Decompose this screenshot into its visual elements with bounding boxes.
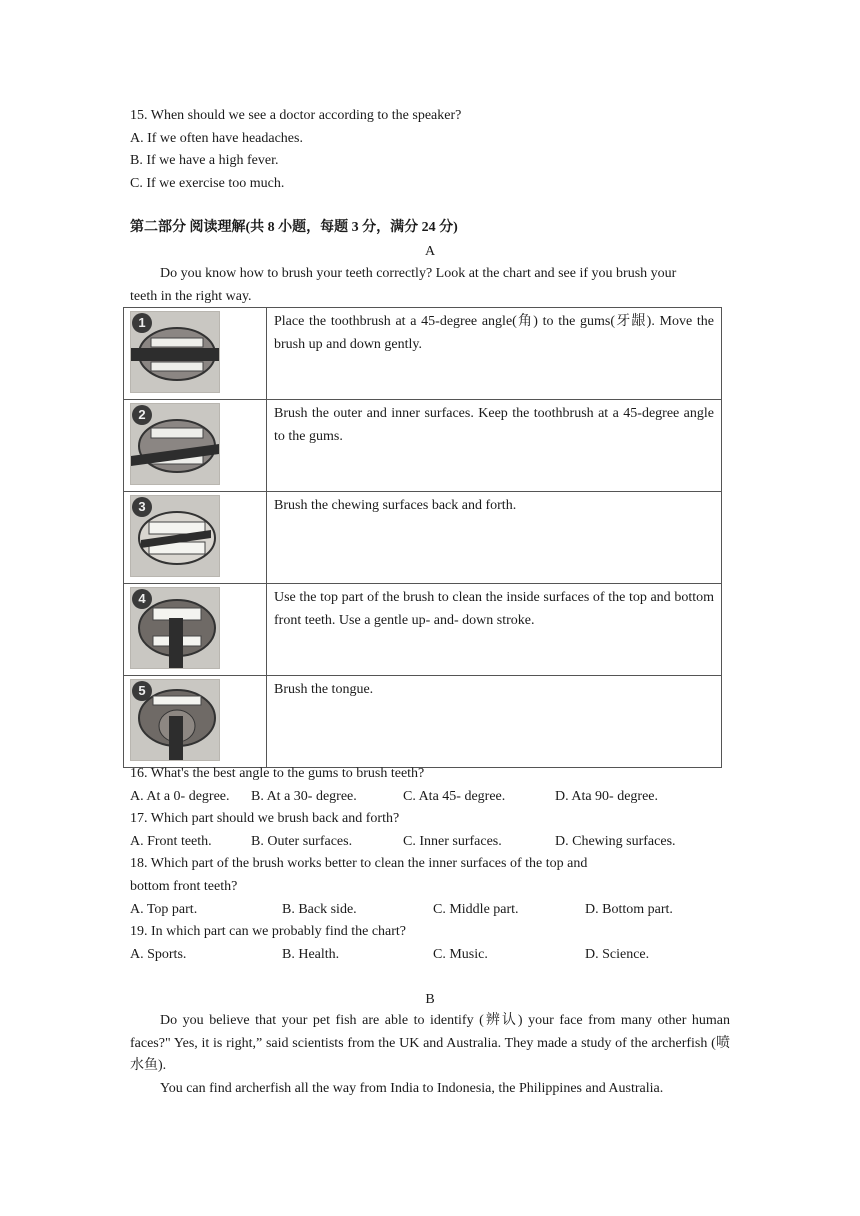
step-number-badge: 5 xyxy=(132,681,152,701)
step-image-cell xyxy=(124,676,267,768)
step-image-cell xyxy=(124,400,267,492)
mouth-brush-angled-icon xyxy=(130,403,220,485)
question-18-stem-line1: 18. Which part of the brush works better to clean the inner surfaces of the top and xyxy=(130,856,588,871)
passage-a-label: A xyxy=(424,244,436,259)
question-17-option-b: B. Outer surfaces. xyxy=(251,834,353,849)
question-15-stem: 15. When should we see a doctor according to the speaker? xyxy=(130,108,462,123)
table-row xyxy=(124,676,722,768)
passage-a-intro-line2: teeth in the right way. xyxy=(130,289,252,304)
table-row xyxy=(124,308,722,400)
step-image-cell xyxy=(124,308,267,400)
question-16-option-a: A. At a 0- degree. xyxy=(130,789,230,804)
question-19-stem: 19. In which part can we probably find the chart? xyxy=(130,924,407,939)
passage-b-paragraph-1: Do you believe that your pet fish are able to identify (辨认) your face from many other human faces?" Yes, it is right,” said scientists from the UK and Australia. They made a study of the archerfish (喷水鱼). xyxy=(130,1013,730,1073)
question-18-stem-line2: bottom front teeth? xyxy=(130,879,238,894)
question-15-option-a: A. If we often have headaches. xyxy=(130,131,303,146)
passage-a-intro-line1: Do you know how to brush your teeth correctly? Look at the chart and see if you brush your xyxy=(160,266,677,281)
question-19-option-d: D. Science. xyxy=(585,947,650,962)
question-19-option-b: B. Health. xyxy=(282,947,340,962)
table-row xyxy=(124,492,722,584)
mouth-tongue-brush-icon xyxy=(130,679,220,761)
step-number-badge: 4 xyxy=(132,589,152,609)
question-17-stem: 17. Which part should we brush back and forth? xyxy=(130,811,400,826)
table-row xyxy=(124,400,722,492)
step-number-badge: 3 xyxy=(132,497,152,517)
mouth-brush-horizontal-icon xyxy=(130,311,220,393)
question-17-option-d: D. Chewing surfaces. xyxy=(555,834,676,849)
question-15-option-c: C. If we exercise too much. xyxy=(130,176,285,191)
brushing-steps-table xyxy=(123,307,722,768)
question-18-option-d: D. Bottom part. xyxy=(585,902,673,917)
question-17-option-c: C. Inner surfaces. xyxy=(403,834,502,849)
question-16-option-c: C. Ata 45- degree. xyxy=(403,789,506,804)
question-18-option-a: A. Top part. xyxy=(130,902,198,917)
question-16-option-b: B. At a 30- degree. xyxy=(251,789,357,804)
question-16-stem: 16. What's the best angle to the gums to brush teeth? xyxy=(130,766,425,781)
question-18-option-b: B. Back side. xyxy=(282,902,357,917)
step-number-badge: 1 xyxy=(132,313,152,333)
question-16-option-d: D. Ata 90- degree. xyxy=(555,789,659,804)
question-18-option-c: C. Middle part. xyxy=(433,902,519,917)
question-19-option-c: C. Music. xyxy=(433,947,488,962)
step-text: Place the toothbrush at a 45-degree angle(角) to the gums(牙龈). Move the brush up and down gently. xyxy=(267,308,722,400)
question-17-option-a: A. Front teeth. xyxy=(130,834,212,849)
mouth-brush-vertical-icon xyxy=(130,587,220,669)
question-19-option-a: A. Sports. xyxy=(130,947,187,962)
step-image-cell xyxy=(124,584,267,676)
step-text: Brush the chewing surfaces back and forth. xyxy=(267,492,722,584)
step-image-cell xyxy=(124,492,267,584)
section-heading: 第二部分 阅读理解(共 8 小题，每题 3 分，满分 24 分) xyxy=(130,220,458,235)
table-row xyxy=(124,584,722,676)
passage-b-label: B xyxy=(425,992,435,1007)
step-text: Brush the outer and inner surfaces. Keep the toothbrush at a 45-degree angle to the gums. xyxy=(267,400,722,492)
passage-b-paragraph-2: You can find archerfish all the way from India to Indonesia, the Philippines and Australia. xyxy=(160,1081,664,1096)
step-number-badge: 2 xyxy=(132,405,152,425)
question-15-option-b: B. If we have a high fever. xyxy=(130,153,279,168)
step-text: Use the top part of the brush to clean the inside surfaces of the top and bottom front teeth. Use a gentle up- and- down stroke. xyxy=(267,584,722,676)
step-text: Brush the tongue. xyxy=(267,676,722,768)
mouth-brush-chewing-icon xyxy=(130,495,220,577)
